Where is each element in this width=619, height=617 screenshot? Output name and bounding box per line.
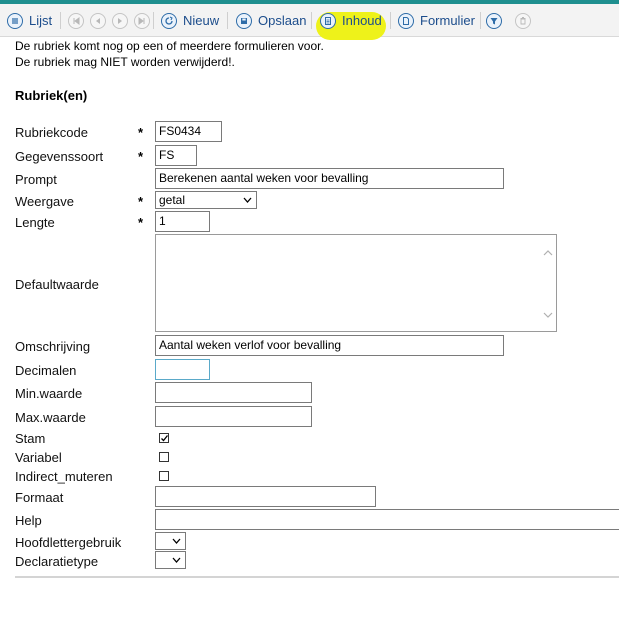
prompt-input[interactable]: Berekenen aantal weken voor bevalling — [155, 168, 504, 189]
weergave-select[interactable] — [155, 191, 257, 209]
rubriekcode-input[interactable]: FS0434 — [155, 121, 222, 142]
hoofdlettergebruik-label: Hoofdlettergebruik — [15, 535, 122, 550]
toolbar-separator — [480, 12, 481, 29]
decimalen-label: Decimalen — [15, 363, 77, 378]
content-icon — [320, 13, 336, 29]
indirect-muteren-label: Indirect_muteren — [15, 469, 113, 484]
formulier-label: Formulier — [420, 13, 475, 28]
inhoud-button[interactable] — [320, 4, 382, 37]
toolbar — [0, 4, 619, 37]
minwaarde-input[interactable] — [155, 382, 312, 403]
toolbar-separator — [153, 12, 154, 29]
variabel-label: Variabel — [15, 450, 62, 465]
save-icon — [236, 13, 252, 29]
first-icon — [68, 13, 84, 29]
lengte-label: Lengte — [15, 215, 55, 230]
toolbar-separator — [390, 12, 391, 29]
help-label: Help — [15, 513, 42, 528]
declaratietype-select[interactable] — [155, 551, 186, 569]
checkmark-icon — [160, 434, 169, 443]
scroll-down-icon[interactable] — [543, 311, 553, 319]
filter-icon — [486, 13, 502, 29]
chevron-down-icon — [172, 537, 181, 545]
weergave-label: Weergave — [15, 194, 75, 209]
weergave-selected-value: getal — [159, 193, 186, 207]
indirect-muteren-checkbox[interactable] — [159, 471, 169, 481]
warning-message: De rubriek mag NIET worden verwijderd!. — [15, 55, 235, 69]
nieuw-label: Nieuw — [183, 13, 220, 28]
gegevenssoort-label: Gegevenssoort — [15, 149, 104, 164]
previous-record-button[interactable] — [90, 4, 106, 37]
lengte-input[interactable]: 1 — [155, 211, 210, 232]
last-icon — [134, 13, 150, 29]
toolbar-separator — [311, 12, 312, 29]
section-title: Rubriek(en) — [15, 88, 88, 103]
omschrijving-label: Omschrijving — [15, 339, 91, 354]
scroll-up-icon[interactable] — [543, 249, 553, 257]
filter-button[interactable] — [486, 4, 502, 37]
formaat-input[interactable] — [155, 486, 376, 507]
toolbar-separator — [227, 12, 228, 29]
defaultwaarde-textarea[interactable] — [155, 234, 557, 332]
delete-button[interactable] — [515, 4, 531, 37]
variabel-checkbox[interactable] — [159, 452, 169, 462]
lijst-label: Lijst — [29, 13, 53, 28]
required-marker: * — [138, 125, 144, 140]
stam-checkbox[interactable] — [159, 433, 169, 443]
trash-icon — [515, 13, 531, 29]
form-icon — [398, 13, 414, 29]
previous-icon — [90, 13, 106, 29]
warning-message: De rubriek komt nog op een of meerdere formulieren voor. — [15, 39, 324, 53]
required-marker: * — [138, 149, 144, 164]
gegevenssoort-input[interactable]: FS — [155, 145, 197, 166]
nieuw-button[interactable] — [161, 4, 219, 37]
inhoud-label: Inhoud — [342, 13, 382, 28]
next-record-button[interactable] — [112, 4, 128, 37]
maxwaarde-input[interactable] — [155, 406, 312, 427]
hoofdlettergebruik-select[interactable] — [155, 532, 186, 550]
opslaan-button[interactable] — [236, 4, 306, 37]
formaat-label: Formaat — [15, 490, 64, 505]
required-marker: * — [138, 194, 144, 209]
last-record-button[interactable] — [134, 4, 150, 37]
list-icon — [7, 13, 23, 29]
help-input[interactable] — [155, 509, 619, 530]
prompt-label: Prompt — [15, 172, 57, 187]
form-divider — [15, 576, 619, 578]
new-record-icon — [161, 13, 177, 29]
chevron-down-icon — [172, 556, 181, 564]
first-record-button[interactable] — [68, 4, 84, 37]
required-marker: * — [138, 215, 144, 230]
opslaan-label: Opslaan — [258, 13, 307, 28]
rubriekcode-label: Rubriekcode — [15, 125, 88, 140]
next-icon — [112, 13, 128, 29]
defaultwaarde-label: Defaultwaarde — [15, 277, 99, 292]
minwaarde-label: Min.waarde — [15, 386, 83, 401]
maxwaarde-label: Max.waarde — [15, 410, 86, 425]
chevron-down-icon — [243, 196, 252, 204]
toolbar-separator — [60, 12, 61, 29]
stam-label: Stam — [15, 431, 46, 446]
lijst-button[interactable] — [7, 4, 52, 37]
decimalen-input[interactable] — [155, 359, 210, 380]
formulier-button[interactable] — [398, 4, 475, 37]
declaratietype-label: Declaratietype — [15, 554, 99, 569]
omschrijving-input[interactable]: Aantal weken verlof voor bevalling — [155, 335, 504, 356]
